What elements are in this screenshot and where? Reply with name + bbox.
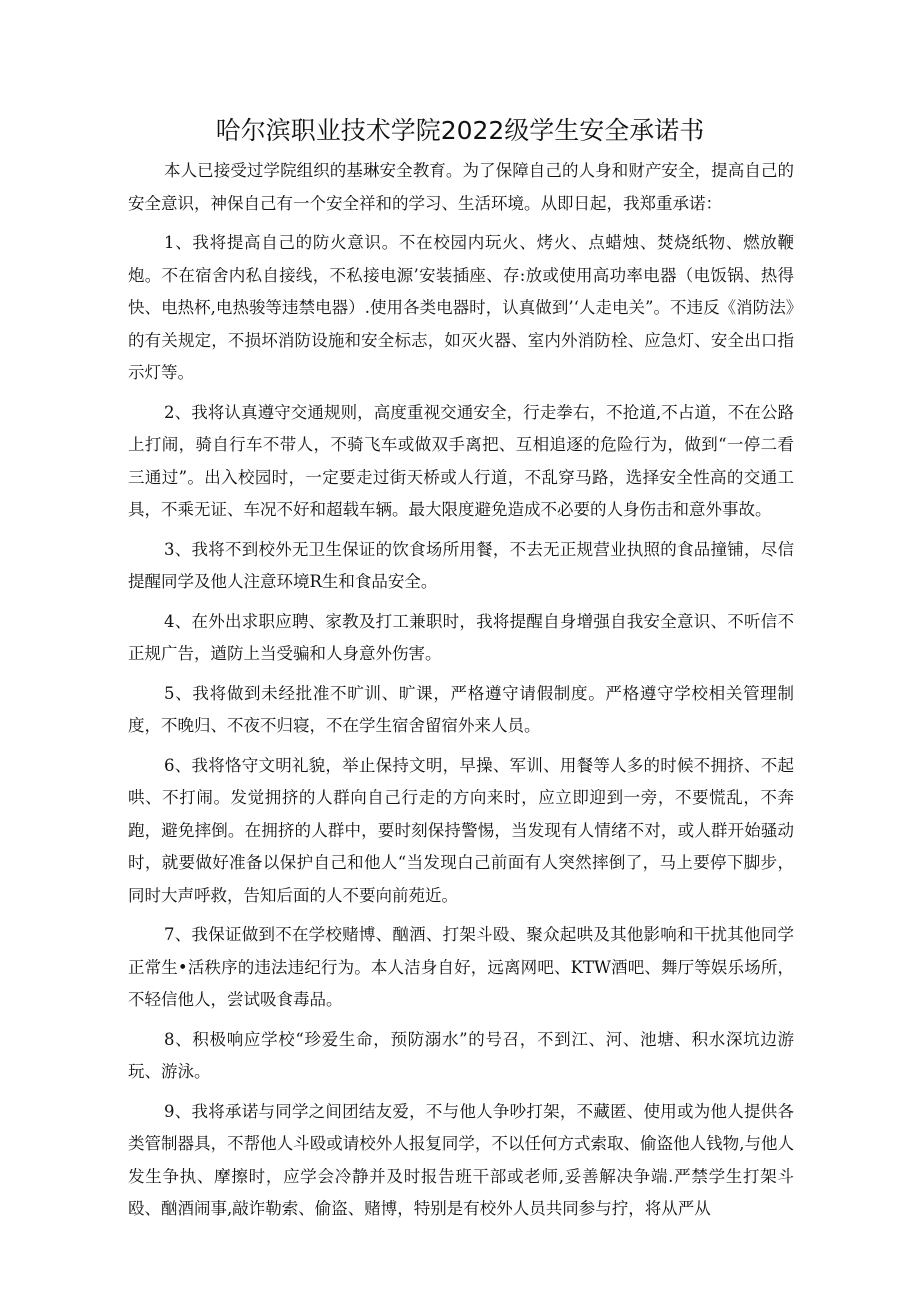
paragraph-2-traffic-safety: 2、我将认真遵守交通规则，高度重视交通安全，行走拳右，不抢道,不占道，不在公路上打闹，骑自行车不带人，不骑飞车或做双手离把、互相追逐的危险行为，做到“一停二看三通过”。出入校园时，一定要走过街天桥或人行道，不乱穿马路，选择安全性高的交通工具，不乘无证、车况不好和超载车辆。最大限度避免造成不必要的人身伤击和意外事故。 — [128, 402, 794, 519]
paragraph-8-drowning-prevention: 8、积极响应学校“珍爱生命，预防溺水”的号召，不到江、河、池塘、积水深坑边游玩、游泳。 — [128, 1029, 794, 1081]
paragraph-6-civility: 6、我将恪守文明礼貌，举止保持文明，早操、军训、用餐等人多的时候不拥挤、不起哄、不打闹。发觉拥挤的人群向自己行走的方向来时，应立即迎到一旁，不要慌乱，不奔跑，避免摔倒。在拥挤的人群中，要时刻保持警惕，当发现有人情绪不对，或人群开始骚动时，就要做好准备以保护自己和他人“当发现白己前面有人突然摔倒了，马上要停下脚步，同时大声呼救，告知后面的人不要向前苑近。 — [128, 755, 794, 905]
paragraph-5-attendance: 5、我将做到未经批准不旷训、旷课，严格遵守请假制度。严格遵守学校相关管理制度，不晚归、不夜不归寝，不在学生宿舍留宿外来人员。 — [128, 683, 794, 735]
paragraph-9-conduct: 9、我将承诺与同学之间团结友爱，不与他人争吵打架，不藏匿、使用或为他人提供各类管制器具，不帮他人斗殴或请校外人报复同学，不以任何方式索取、偷盗他人钱物,与他人发生争执、摩擦时，应学会冷静并及时报告班干部或老师,妥善解决争端.严禁学生打架斗殴、酗酒闹事,敲诈勒索、偷盗、赌博，特别是有校外人员共同参与拧，将从严从 — [128, 1101, 794, 1218]
document-body — [128, 155, 794, 1233]
document-title: 哈尔滨职业技术学院2022级学生安全承诺书 — [215, 116, 705, 145]
paragraph-4-job-safety: 4、在外出求职应聘、家教及打工兼职时，我将提醒自身增强自我安全意识、不听信不正规广告，遒防上当受骗和人身意外伤害。 — [128, 611, 794, 663]
paragraph-intro: 本人已接受过学院组织的基琳安全教育。为了保障自己的人身和财产安全，提高自己的安全意识，神保自己有一个安全祥和的学习、生活环境。从即日起，我郑重承诺： — [128, 161, 794, 213]
paragraph-3-food-safety: 3、我将不到校外无卫生保证的饮食场所用餐，不去无正规营业执照的食品撞铺，尽信提醒同学及他人注意环境R生和食品安全。 — [128, 539, 794, 591]
paragraph-7-discipline: 7、我保证做到不在学校赌博、酗酒、打架斗殴、聚众起哄及其他影响和干扰其他同学正常生•活秩序的违法违纪行为。本人洁身自好，远离网吧、KTW酒吧、舞厅等娱乐场所，不轻信他人，尝试吸食毒品。 — [128, 925, 794, 1009]
paragraph-1-fire-safety: 1、我将提高自己的防火意识。不在校园内玩火、烤火、点蜡烛、焚烧纸物、燃放鞭炮。不在宿舍内私自接线，不私接电源’安装插座、存:放或使用高功率电器（电饭锅、热得快、电热杯,电热骏等违禁电器）.使用各类电器时，认真做到’‘人走电关”。不违反《消防法》的有关规定，不损坏消防设施和安全标志，如灭火器、室内外消防栓、应急灯、安全出口指示灯等。 — [128, 233, 794, 382]
